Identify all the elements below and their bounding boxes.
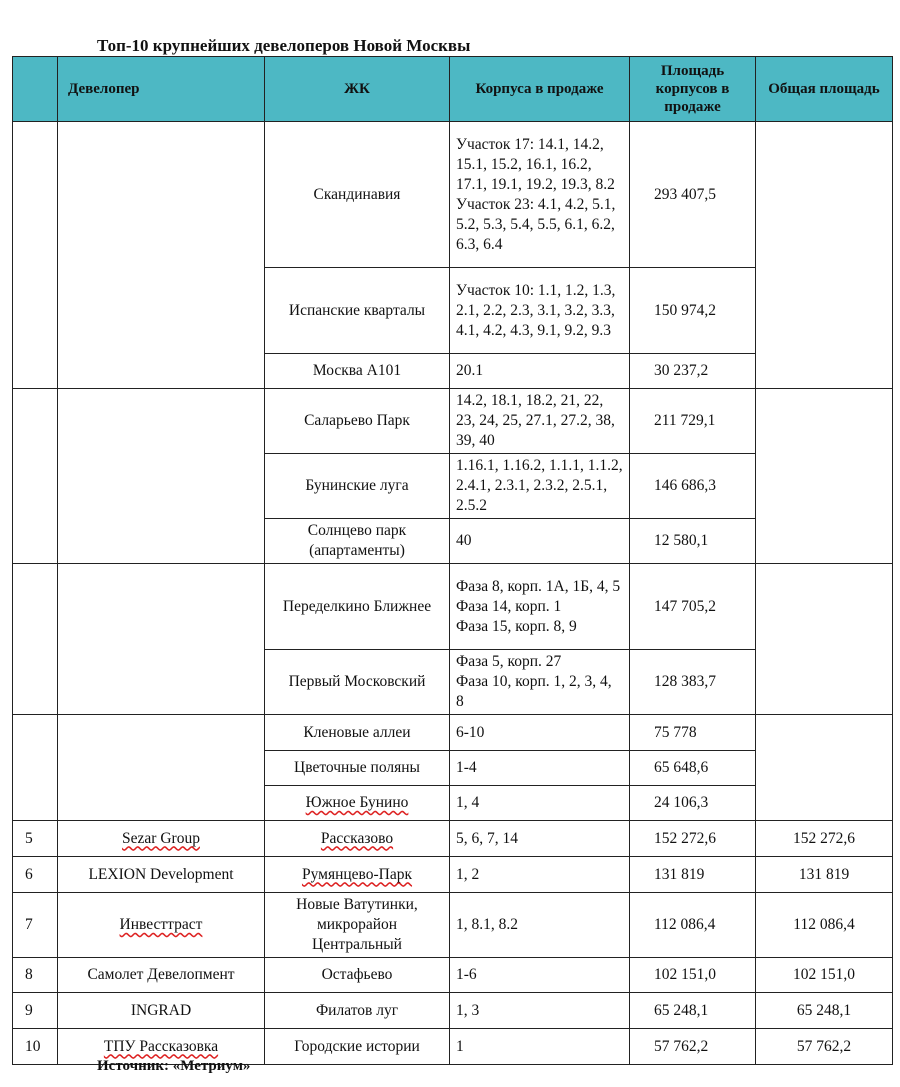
area-cell: 128 383,7 xyxy=(630,650,756,715)
buildings-cell: 1, 3 xyxy=(450,993,630,1029)
buildings-line: Участок 17: 14.1, 14.2, 15.1, 15.2, 16.1, 16.2, 17.1, 19.1, 19.2, 19.3, 8.2 xyxy=(456,135,615,193)
table-row xyxy=(13,821,893,857)
complex-cell: Саларьево Парк xyxy=(265,389,450,454)
developer-name: ТПУ Рассказовка xyxy=(103,1037,219,1055)
complex-cell xyxy=(265,821,450,857)
buildings-line: Фаза 15, корп. 8, 9 xyxy=(456,617,577,635)
complex-name: Рассказово xyxy=(320,829,394,847)
header-developer: Девелопер xyxy=(58,57,265,122)
buildings-cell: 1.16.1, 1.16.2, 1.1.1, 1.1.2, 2.4.1, 2.3.1, 2.3.2, 2.5.1, 2.5.2 xyxy=(450,454,630,519)
area-cell: 147 705,2 xyxy=(630,564,756,650)
developers-table xyxy=(12,56,893,1065)
area-cell: 12 580,1 xyxy=(630,519,756,564)
rank-cell xyxy=(13,122,58,389)
rank-cell: 5 xyxy=(13,821,58,857)
buildings-cell: 40 xyxy=(450,519,630,564)
complex-cell: Новые Ватутинки, микрорайон Центральный xyxy=(265,893,450,958)
complex-cell: Солнцево парк (апартаменты) xyxy=(265,519,450,564)
total-cell xyxy=(756,389,893,564)
complex-cell: Филатов луг xyxy=(265,993,450,1029)
buildings-cell: 20.1 xyxy=(450,354,630,389)
buildings-cell: 5, 6, 7, 14 xyxy=(450,821,630,857)
table-title: Топ-10 крупнейших девелоперов Новой Москвы xyxy=(97,36,471,55)
area-cell: 150 974,2 xyxy=(630,268,756,354)
complex-cell: Первый Московский xyxy=(265,650,450,715)
buildings-cell xyxy=(450,650,630,715)
buildings-cell: 1, 4 xyxy=(450,786,630,821)
area-cell: 75 778 xyxy=(630,715,756,751)
complex-cell: Переделкино Ближнее xyxy=(265,564,450,650)
area-cell: 57 762,2 xyxy=(630,1029,756,1065)
complex-cell: Москва А101 xyxy=(265,354,450,389)
buildings-cell: 1-6 xyxy=(450,958,630,993)
buildings-line: Фаза 14, корп. 1 xyxy=(456,597,562,615)
buildings-line: Фаза 8, корп. 1А, 1Б, 4, 5 xyxy=(456,577,621,595)
rank-cell: 10 xyxy=(13,1029,58,1065)
buildings-line: Фаза 10, корп. 1, 2, 3, 4, 8 xyxy=(456,673,612,710)
developer-cell xyxy=(58,715,265,821)
developer-cell xyxy=(58,821,265,857)
area-cell: 112 086,4 xyxy=(630,893,756,958)
area-cell: 65 248,1 xyxy=(630,993,756,1029)
developer-cell xyxy=(58,564,265,715)
rank-cell: 6 xyxy=(13,857,58,893)
complex-name: Румянцево-Парк xyxy=(301,865,413,883)
buildings-cell xyxy=(450,564,630,650)
buildings-cell: 1, 8.1, 8.2 xyxy=(450,893,630,958)
complex-cell: Испанские кварталы xyxy=(265,268,450,354)
total-cell xyxy=(756,122,893,389)
header-area-for-sale: Площадь корпусов в продаже xyxy=(630,57,756,122)
developer-cell xyxy=(58,389,265,564)
area-cell: 30 237,2 xyxy=(630,354,756,389)
rank-cell: 9 xyxy=(13,993,58,1029)
buildings-cell: Участок 10: 1.1, 1.2, 1.3, 2.1, 2.2, 2.3, 3.1, 3.2, 3.3, 4.1, 4.2, 4.3, 9.1, 9.2, 9.3 xyxy=(450,268,630,354)
area-cell: 131 819 xyxy=(630,857,756,893)
complex-cell: Остафьево xyxy=(265,958,450,993)
area-cell: 65 648,6 xyxy=(630,751,756,786)
header-total-area: Общая площадь xyxy=(756,57,893,122)
total-cell: 65 248,1 xyxy=(756,993,893,1029)
complex-cell xyxy=(265,857,450,893)
total-cell: 112 086,4 xyxy=(756,893,893,958)
area-cell: 146 686,3 xyxy=(630,454,756,519)
table-row xyxy=(13,893,893,958)
table-row xyxy=(13,993,893,1029)
total-cell xyxy=(756,564,893,715)
table-row xyxy=(13,564,893,650)
complex-cell: Цветочные поляны xyxy=(265,751,450,786)
developer-name: Sezar Group xyxy=(122,829,200,847)
total-cell: 57 762,2 xyxy=(756,1029,893,1065)
developer-cell xyxy=(58,122,265,389)
buildings-cell: 1 xyxy=(450,1029,630,1065)
area-cell: 293 407,5 xyxy=(630,122,756,268)
source-note: Источник: «Метриум» xyxy=(97,1058,251,1074)
total-cell: 131 819 xyxy=(756,857,893,893)
header-row xyxy=(13,57,893,122)
complex-cell xyxy=(265,786,450,821)
rank-cell xyxy=(13,715,58,821)
header-complex: ЖК xyxy=(265,57,450,122)
rank-cell: 7 xyxy=(13,893,58,958)
buildings-cell xyxy=(450,122,630,268)
developer-cell: LEXION Development xyxy=(58,857,265,893)
total-cell: 152 272,6 xyxy=(756,821,893,857)
developer-cell: INGRAD xyxy=(58,993,265,1029)
table-row xyxy=(13,715,893,751)
area-cell: 152 272,6 xyxy=(630,821,756,857)
rank-cell xyxy=(13,389,58,564)
area-cell: 211 729,1 xyxy=(630,389,756,454)
developer-name: Инвесттраст xyxy=(119,916,203,933)
table-row xyxy=(13,857,893,893)
header-buildings: Корпуса в продаже xyxy=(450,57,630,122)
rank-cell: 8 xyxy=(13,958,58,993)
complex-cell: Бунинские луга xyxy=(265,454,450,519)
area-cell: 102 151,0 xyxy=(630,958,756,993)
buildings-line: Фаза 5, корп. 27 xyxy=(456,653,562,670)
total-cell: 102 151,0 xyxy=(756,958,893,993)
complex-cell: Городские истории xyxy=(265,1029,450,1065)
header-rank xyxy=(13,57,58,122)
complex-cell: Кленовые аллеи xyxy=(265,715,450,751)
complex-cell: Скандинавия xyxy=(265,122,450,268)
table-row xyxy=(13,958,893,993)
developer-cell: Самолет Девелопмент xyxy=(58,958,265,993)
complex-name: Южное Бунино xyxy=(305,794,409,811)
buildings-cell: 6-10 xyxy=(450,715,630,751)
total-cell xyxy=(756,715,893,821)
buildings-cell: 1-4 xyxy=(450,751,630,786)
buildings-cell: 14.2, 18.1, 18.2, 21, 22, 23, 24, 25, 27.1, 27.2, 38, 39, 40 xyxy=(450,389,630,454)
table-row xyxy=(13,122,893,268)
buildings-cell: 1, 2 xyxy=(450,857,630,893)
buildings-line: Участок 23: 4.1, 4.2, 5.1, 5.2, 5.3, 5.4, 5.5, 6.1, 6.2, 6.3, 6.4 xyxy=(456,195,616,253)
developer-cell xyxy=(58,893,265,958)
area-cell: 24 106,3 xyxy=(630,786,756,821)
table-row xyxy=(13,389,893,454)
rank-cell xyxy=(13,564,58,715)
